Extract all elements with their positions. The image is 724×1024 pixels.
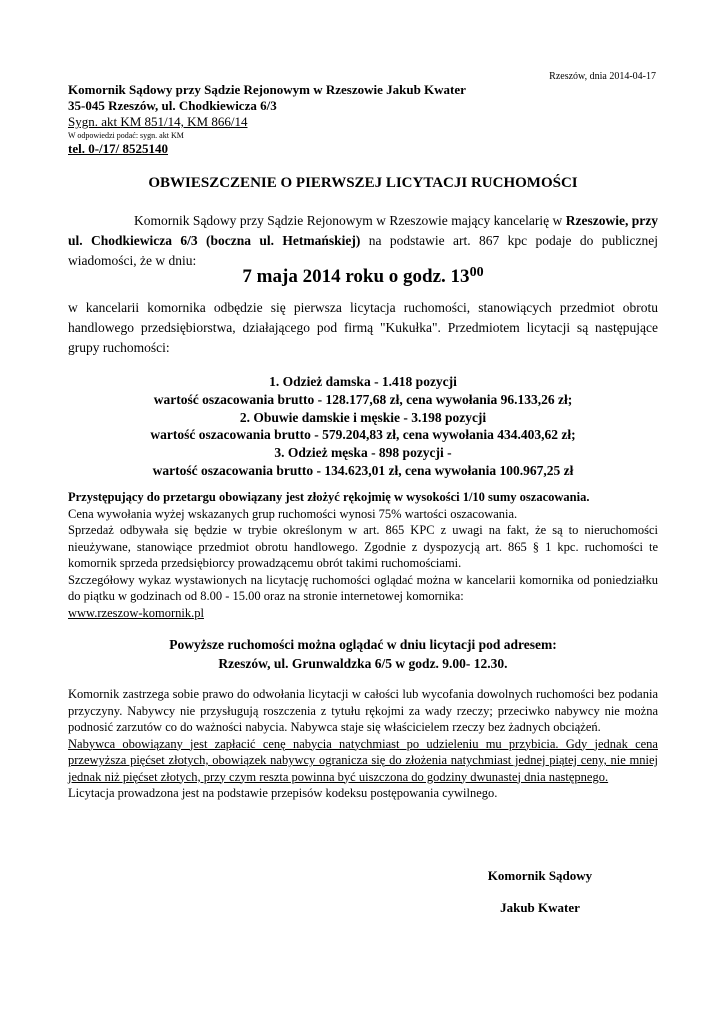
intro-text-1: Komornik Sądowy przy Sądzie Rejonowym w Rzeszowie mający kancelarię w <box>134 213 566 228</box>
body-paragraph: w kancelarii komornika odbędzie się pierwsza licytacja ruchomości, stanowiących przedmiot obrotu handlowego przedsiębiorstwa, działającego pod firmą "Kukułka". Przedmiotem licytacji są następujące grupy ruchomości: <box>68 300 658 355</box>
viewing-line-1: Powyższe ruchomości można oglądać w dniu licytacji pod adresem: <box>169 637 557 652</box>
sale-text: Sprzedaż odbywała się będzie w trybie określonym w art. 865 KPC z uwagi na fakt, że są to nieruchomości nieużywane, stanowiące przedmiot obrotu handlowego. Zgodnie z dyspozycją art. 865 § 1 kpc. ruchomości te komornik sprzeda przedsiębiorcy prowadzącemu obrót takimi ruchomościami. <box>68 523 658 570</box>
office-address: 35-045 Rzeszów, ul. Chodkiewicza 6/3 <box>68 98 277 113</box>
reply-note: W odpowiedzi podać: sygn. akt KM <box>68 131 184 140</box>
reserve-text: Komornik zastrzega sobie prawo do odwołania licytacji w całości lub wycofania dowolnych ruchomości bez podania przyczyny. Nabywcy nie przysługują roszczenia z tytułu rękojmi za wady rzeczy; przeciwko nabywcy nie można podnosić zarzutów co do ważności nabycia. Nabywca staje się właścicielem rzeczy bez żadnych obciążeń. <box>68 687 658 734</box>
case-reference: Sygn. akt KM 851/14, KM 866/14 <box>68 114 248 129</box>
item-list <box>68 373 658 480</box>
basis-text: Licytacja prowadzona jest na podstawie przepisów kodeksu postępowania cywilnego. <box>68 786 498 800</box>
signature-role: Komornik Sądowy <box>487 868 593 883</box>
phone-number: tel. 0-/17/ 8525140 <box>68 141 169 156</box>
item-line: wartość oszacowania brutto - 579.204,83 zł, cena wywołania 434.403,62 zł; <box>150 427 576 443</box>
terms-section <box>68 489 658 621</box>
item-line: wartość oszacowania brutto - 128.177,68 zł, cena wywołania 96.133,26 zł; <box>153 391 573 407</box>
intro-text-2: na podstawie art. 867 kpc podaje do publicznej wiadomości, że w dniu: <box>68 233 658 268</box>
signature-block <box>470 860 610 924</box>
document-title: OBWIESZCZENIE O PIERWSZEJ LICYTACJI RUCHOMOŚCI <box>148 175 578 191</box>
item-line: wartość oszacowania brutto - 134.623,01 zł, cena wywołania 100.967,25 zł <box>152 462 574 478</box>
intro-address: Rzeszowie, przy ul. Chodkiewicza 6/3 (boczna ul. Hetmańskiej) <box>68 213 659 248</box>
payment-text: Nabywca obowiązany jest zapłacić cenę nabycia natychmiast po udzieleniu mu przybicia. Gdy jednak cena przewyższa pięćset złotych, obowiązek nabywcy ogranicza się do złożenia natychmiast jednej piątej ceny, nie mniej jednak niż pięćset złotych, przy czym reszta powinna być uiszczona do godziny dwunastej dnia następnego. <box>68 736 658 784</box>
signature-name: Jakub Kwater <box>500 900 580 915</box>
item-line: 1. Odzież damska - 1.418 pozycji <box>269 374 457 389</box>
viewing-info <box>68 635 658 673</box>
item-line: 3. Odzież męska - 898 pozycji - <box>274 445 452 461</box>
list-text: Szczegółowy wykaz wystawionych na licytację ruchomości oglądać można w kancelarii komornika od poniedziałku do piątku w godzinach od 8.00 - 15.00 oraz na stronie internetowej komornika: <box>68 572 658 603</box>
auction-date-text: 7 maja 2014 roku o godz. 13 <box>242 266 470 287</box>
office-name: Komornik Sądowy przy Sądzie Rejonowym w Rzeszowie Jakub Kwater <box>68 82 466 97</box>
intro-paragraph <box>68 211 658 271</box>
item-line: 2. Obuwie damskie i męskie - 3.198 pozycji <box>239 409 487 425</box>
auction-date <box>68 265 658 288</box>
closing-section <box>68 686 658 802</box>
place-date: Rzeszów, dnia 2014-04-17 <box>549 71 656 82</box>
auction-minutes: 00 <box>469 265 484 280</box>
website-link[interactable]: www.rzeszow-komornik.pl <box>68 605 204 620</box>
price-text: Cena wywołania wyżej wskazanych grup ruchomości wynosi 75% wartości oszacowania. <box>68 506 518 521</box>
deposit-text: Przystępujący do przetargu obowiązany jest złożyć rękojmię w wysokości 1/10 sumy oszacowania. <box>68 490 590 504</box>
letterhead <box>68 82 658 157</box>
viewing-line-2: Rzeszów, ul. Grunwaldzka 6/5 w godz. 9.00- 12.30. <box>218 656 508 671</box>
